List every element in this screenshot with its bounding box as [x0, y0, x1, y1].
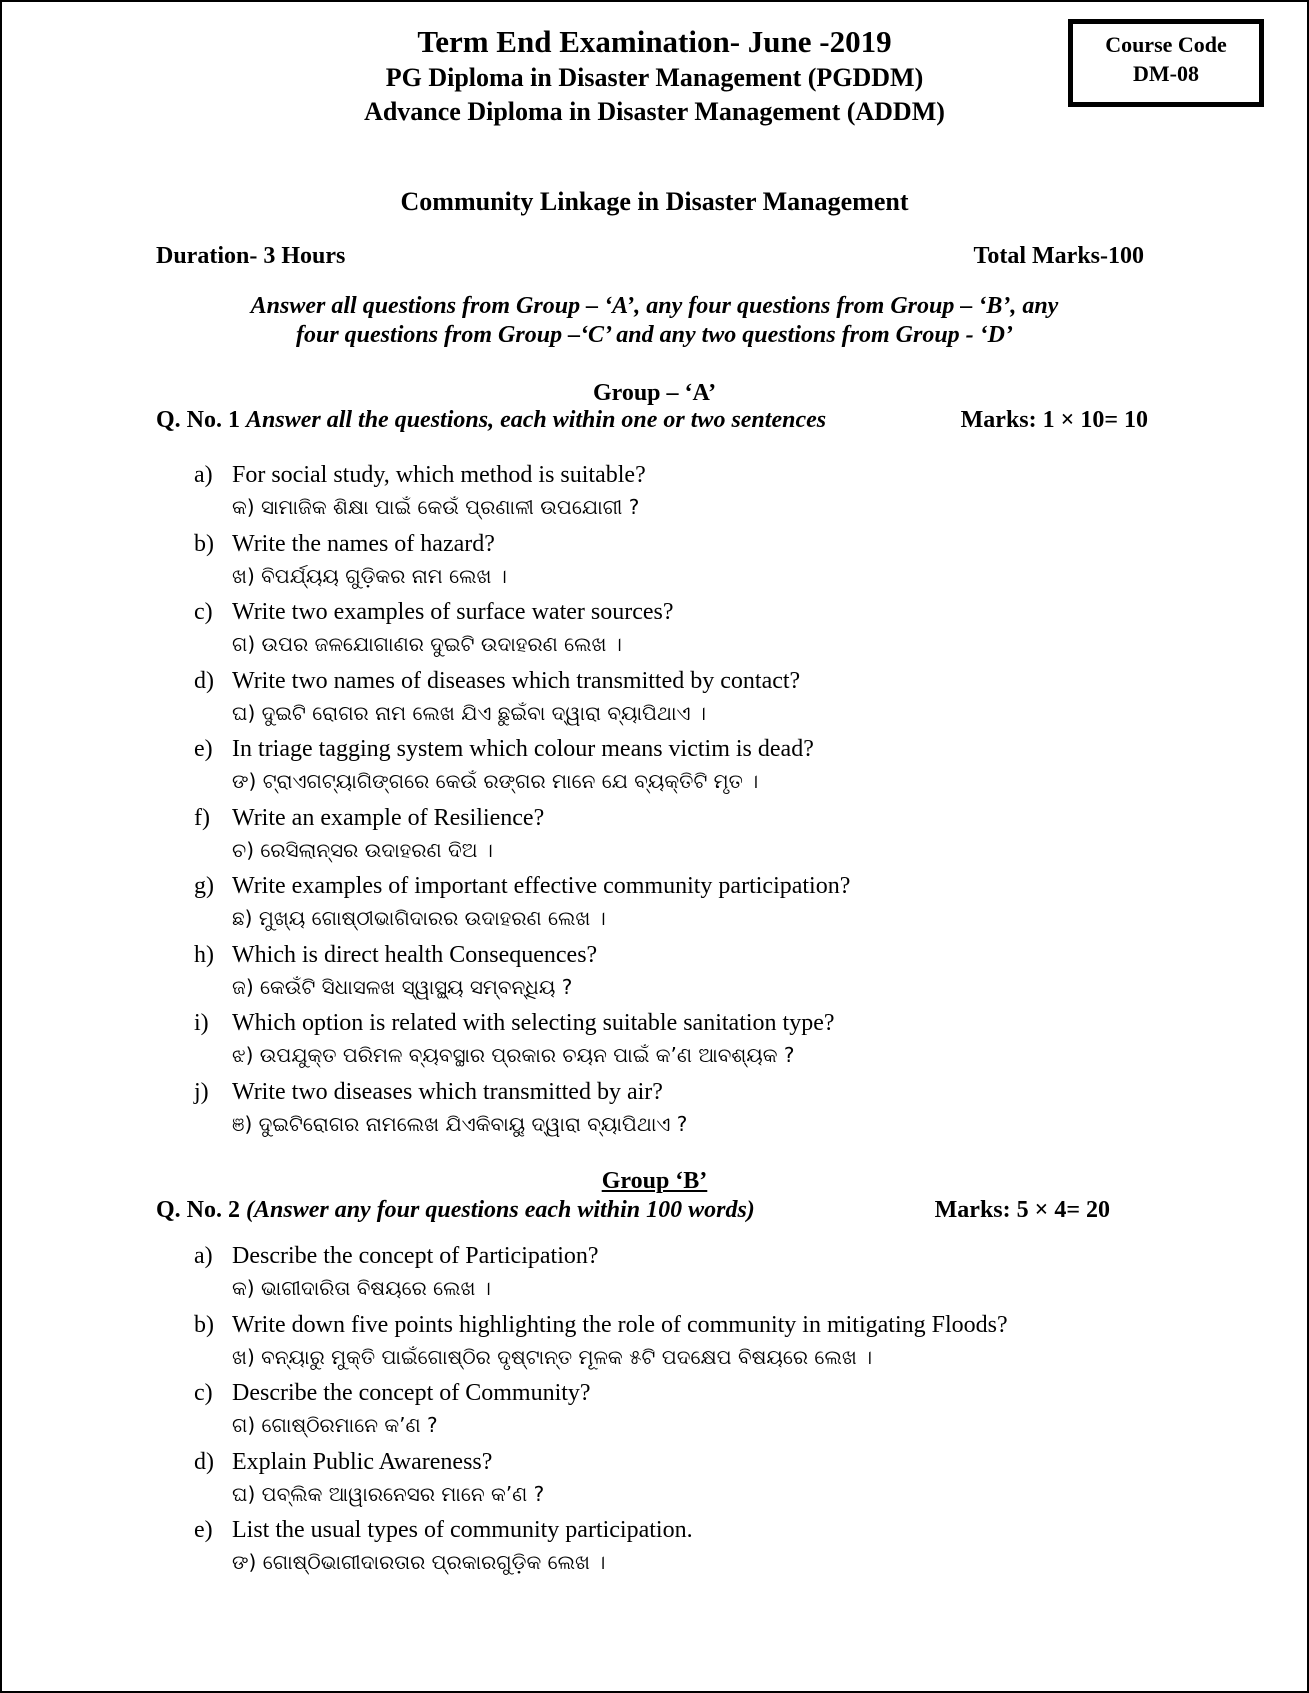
group-a-heading: Group – ‘A’ [592, 380, 717, 406]
question-item: e) List the usual types of community participation. ଙ) ଗୋଷ୍ଠିଭାଗୀଦାରତାର ପ୍ରକାରଗୁଡ଼ିକ ଲେଖ । [194, 1517, 693, 1574]
q1-marks: Marks: 1 × 10= 10 [960, 407, 1148, 433]
group-b-questions [194, 1243, 1244, 1586]
exam-title: Term End Examination- June -2019 [417, 24, 892, 59]
q1-instruction: Answer all the questions, each within one or two sentences [246, 407, 827, 433]
program-pgddm: PG Diploma in Disaster Management (PGDDM) [385, 63, 924, 92]
question-item: g) Write examples of important effective community participation? ଛ) ମୁଖ୍ୟ ଗୋଷ୍ଠୀଭାଗିଦାରର ଉଦାହରଣ ଲେଖ । [194, 873, 851, 930]
question-item: j) Write two diseases which transmitted by air? ଞ) ଦୁଇଟିରୋଗର ନାମଲେଖ ଯିଏକିବାୟୁ ଦ୍ୱାରା ବ୍ୟାପିଥାଏ ? [194, 1078, 688, 1136]
question-item: a) Describe the concept of Participation? କ) ଭାଗୀଦାରିତା ବିଷୟରେ ଲେଖ । [194, 1243, 599, 1300]
question-item: c) Write two examples of surface water sources? ଗ) ଉପର ଜଳଯୋଗାଣର ଦୁଇଟି ଉଦାହରଣ ଲେଖ । [194, 599, 674, 656]
question-item: a) For social study, which method is suitable? କ) ସାମାଜିକ ଶିକ୍ଷା ପାଇଁ କେଉଁ ପ୍ରଣାଳୀ ଉପଯୋଗୀ ? [194, 462, 646, 519]
course-code-box [1068, 19, 1264, 107]
group-b-heading: Group ‘B’ [601, 1168, 708, 1194]
total-marks: Total Marks-100 [973, 243, 1144, 269]
q2-instruction: (Answer any four questions each within 100 words) [246, 1197, 755, 1223]
question-item: b) Write down five points highlighting the role of community in mitigating Floods? ଖ) ବନ୍ୟାରୁ ମୁକ୍ତି ପାଇଁଗୋଷ୍ଠିର ଦୃଷ୍ଟାନ୍ତ ମୂଳକ ୫ଟି ପଦକ୍ଷେପ ବିଷୟରେ ଲେଖ । [194, 1311, 1008, 1369]
question-item: e) In triage tagging system which colour means victim is dead? ଙ) ଟ୍ରାଏଗଟ୍ୟାଗିଙ୍ଗରେ କେଉଁ ରଙ୍ଗର ମାନେ ଯେ ବ୍ୟକ୍ତିଟି ମୃତ । [194, 736, 814, 793]
question-item: h) Which is direct health Consequences? ଜ) କେଉଁଟି ସିଧାସଳଖ ସ୍ୱାସ୍ଥ୍ୟ ସମ୍ବନ୍ଧିୟ ? [194, 941, 598, 999]
q1-line [156, 407, 826, 434]
duration: Duration- 3 Hours [156, 243, 346, 269]
q2-marks: Marks: 5 × 4= 20 [934, 1197, 1110, 1223]
q1-number: Q. No. 1 [156, 407, 240, 433]
subject-title: Community Linkage in Disaster Management [400, 187, 909, 216]
question-item: d) Explain Public Awareness? ଘ) ପବ୍ଲିକ ଆୱାରନେସର ମାନେ କ’ଣ ? [194, 1448, 545, 1506]
q2-line [156, 1197, 755, 1224]
course-code-label: Course Code [1105, 32, 1227, 57]
question-item: c) Describe the concept of Community? ଗ) ଗୋଷ୍ଠିରମାନେ କ’ଣ ? [194, 1380, 591, 1437]
q2-number: Q. No. 2 [156, 1197, 240, 1223]
instructions-line-2: four questions from Group –‘C’ and any two questions from Group - ‘D’ [296, 322, 1013, 348]
question-item: i) Which option is related with selecting suitable sanitation type? ଝ) ଉପଯୁକ୍ତ ପରିମଳ ବ୍ୟବସ୍ଥାର ପ୍ରକାର ଚୟନ ପାଇଁ କ’ଣ ଆବଶ୍ୟକ ? [194, 1010, 835, 1067]
program-addm: Advance Diploma in Disaster Management (ADDM) [364, 97, 945, 126]
question-item: f) Write an example of Resilience? ଚ) ରେସିଲାନ୍ସର ଉଦାହରଣ ଦିଅ । [194, 804, 545, 862]
question-item: d) Write two names of diseases which transmitted by contact? ଘ) ଦୁଇଟି ରୋଗର ନାମ ଲେଖ ଯିଏ ଛୁଇଁବା ଦ୍ୱାରା ବ୍ୟାପିଥାଏ । [194, 667, 801, 725]
instructions-line-1: Answer all questions from Group – ‘A’, any four questions from Group – ‘B’, any [250, 293, 1059, 319]
group-a-questions [194, 462, 1244, 1147]
course-code: DM-08 [1133, 61, 1199, 86]
question-item: b) Write the names of hazard? ଖ) ବିପର୍ଯ୍ୟୟ ଗୁଡ଼ିକର ନାମ ଲେଖ । [194, 530, 507, 588]
